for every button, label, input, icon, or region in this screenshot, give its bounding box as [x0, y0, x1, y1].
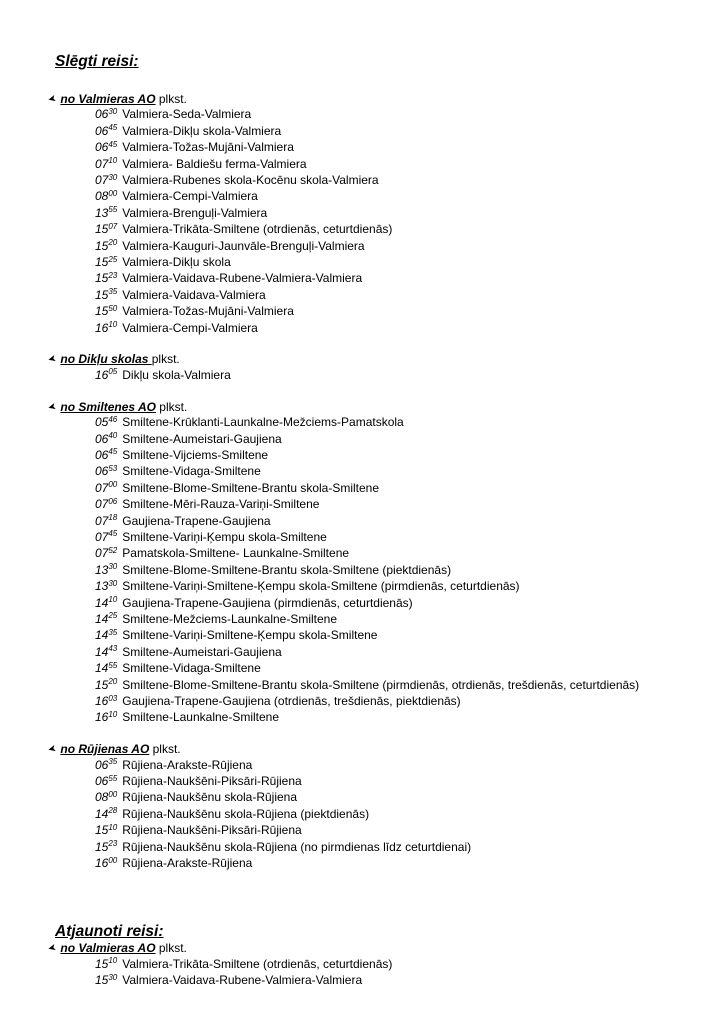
arrow-bullet-icon: ➤: [46, 743, 58, 757]
trip-minutes: 10: [108, 320, 118, 330]
plkst-label: plkst.: [151, 352, 180, 367]
trip-time: $07^{00}$: [95, 480, 118, 495]
trip-row: [95, 694, 704, 710]
trip-route: Smiltene-Variņi-Smiltene-Ķempu skola-Smiltene (pirmdienās, ceturtdienās): [122, 579, 520, 594]
trip-row: [95, 661, 704, 677]
trip-route: Smiltene-Aumeistari-Gaujiena: [122, 431, 282, 446]
trip-minutes: 45: [108, 123, 118, 133]
trip-route: Smiltene-Vidaga-Smiltene: [122, 464, 261, 479]
trip-row: [95, 432, 704, 448]
trip-route: Valmiera-Dikļu skola: [122, 255, 231, 270]
trip-minutes: 10: [108, 595, 118, 605]
trip-minutes: 00: [108, 789, 118, 799]
trip-time: $07^{18}$: [95, 513, 118, 528]
trip-route: Smiltene-Blome-Smiltene-Brantu skola-Smiltene (pirmdienās, otrdienās, trešdienās, ceturtdienās): [122, 677, 640, 692]
trip-minutes: 10: [108, 709, 118, 719]
trip-route: Valmiera-Vaidava-Valmiera: [122, 287, 266, 302]
trip-time: $15^{20}$: [95, 677, 118, 692]
route-group-origin: no Smiltenes AO: [60, 399, 156, 414]
trip-minutes: 30: [108, 562, 118, 572]
trip-route: Smiltene-Variņi-Ķempu skola-Smiltene: [122, 529, 327, 544]
plkst-label: plkst.: [149, 742, 181, 757]
trip-row: [95, 628, 704, 644]
trip-list: [95, 758, 704, 873]
trip-row: [95, 157, 704, 173]
trip-minutes: 52: [108, 545, 118, 555]
route-group-header: [48, 941, 704, 956]
restored-trips-title: Atjaunoti reisi:: [55, 923, 164, 941]
trip-minutes: 45: [108, 139, 118, 149]
route-group: [48, 742, 704, 872]
trip-row: [95, 321, 704, 337]
trip-time: $14^{35}$: [95, 627, 118, 643]
trip-row: [95, 415, 704, 431]
trip-route: Smiltene-Vijciems-Smiltene: [122, 447, 269, 462]
trip-row: [95, 368, 704, 384]
trip-route: Rūjiena-Arakste-Rūjiena: [122, 757, 253, 772]
trip-time: $16^{00}$: [95, 855, 118, 871]
trip-row: [95, 304, 704, 320]
trip-time: $16^{03}$: [95, 693, 118, 708]
trip-route: Smiltene-Vidaga-Smiltene: [122, 661, 261, 676]
trip-route: Valmiera-Tožas-Mujāni-Valmiera: [122, 304, 294, 319]
trip-time: $06^{35}$: [95, 757, 118, 772]
section-closed-trips: [48, 52, 704, 872]
trip-time: $14^{55}$: [95, 660, 118, 676]
trip-row: [95, 497, 704, 513]
trip-time: $13^{30}$: [95, 578, 118, 594]
trip-row: [95, 481, 704, 497]
trip-route: Valmiera-Seda-Valmiera: [122, 107, 252, 122]
trip-time: $08^{00}$: [95, 789, 118, 805]
trip-time: $15^{10}$: [95, 822, 118, 838]
trip-row: [95, 288, 704, 304]
plkst-label: plkst.: [155, 941, 187, 956]
trip-time: $14^{10}$: [95, 595, 118, 610]
trip-minutes: 00: [108, 188, 118, 198]
trip-route: Rūjiena-Naukšēni-Piksāri-Rūjiena: [122, 774, 302, 789]
trip-time: $07^{45}$: [95, 529, 118, 544]
trip-minutes: 05: [108, 367, 118, 377]
route-group-header: [48, 352, 704, 367]
trip-minutes: 45: [108, 529, 118, 539]
arrow-bullet-icon: ➤: [46, 942, 58, 956]
arrow-bullet-icon: ➤: [46, 400, 58, 414]
trip-row: [95, 140, 704, 156]
trip-minutes: 28: [108, 806, 118, 816]
trip-list: [95, 107, 704, 337]
trip-minutes: 55: [108, 773, 118, 783]
trip-time: $13^{30}$: [95, 562, 118, 577]
trip-minutes: 25: [108, 611, 118, 621]
plkst-label: plkst.: [155, 92, 187, 106]
trip-route: Valmiera-Vaidava-Rubene-Valmiera-Valmiera: [122, 973, 363, 988]
trip-route: Valmiera-Cempi-Valmiera: [122, 320, 258, 335]
trip-minutes: 30: [108, 578, 118, 588]
trip-time: $07^{52}$: [95, 545, 118, 561]
trip-route: Valmiera-Trikāta-Smiltene (otrdienās, ceturtdienās): [122, 956, 393, 971]
trip-time: $06^{53}$: [95, 463, 118, 479]
trip-time: $15^{23}$: [95, 839, 118, 854]
trip-minutes: 40: [108, 431, 118, 440]
trip-time: $05^{46}$: [95, 414, 118, 430]
trip-list: [95, 368, 704, 384]
trip-route: Valmiera-Brenguļi-Valmiera: [122, 205, 268, 220]
trip-row: [95, 239, 704, 255]
route-group-origin: no Rūjienas AO: [60, 742, 150, 757]
trip-list: [95, 415, 704, 727]
trip-time: $15^{35}$: [95, 287, 118, 302]
trip-route: Valmiera-Vaidava-Rubene-Valmiera-Valmiera: [122, 271, 363, 286]
closed-trips-groups: [48, 92, 704, 872]
trip-row: [95, 973, 704, 989]
trip-route: Rūjiena-Arakste-Rūjiena: [122, 856, 253, 871]
route-group-header: [48, 92, 704, 107]
trip-route: Valmiera-Rubenes skola-Kocēnu skola-Valmiera: [122, 173, 379, 188]
trip-row: [95, 856, 704, 872]
trip-route: Smiltene-Mēri-Rauza-Variņi-Smiltene: [122, 497, 320, 512]
trip-route: Valmiera-Trikāta-Smiltene (otrdienās, ceturtdienās): [122, 222, 393, 237]
trip-minutes: 55: [108, 660, 118, 670]
trip-row: [95, 807, 704, 823]
trip-time: $06^{45}$: [95, 123, 118, 138]
trip-minutes: 30: [108, 106, 118, 116]
trip-row: [95, 957, 704, 973]
trip-time: $06^{55}$: [95, 773, 118, 789]
trip-route: Valmiera-Dikļu skola-Valmiera: [122, 123, 282, 138]
trip-row: [95, 790, 704, 806]
trip-row: [95, 563, 704, 579]
trip-route: Gaujiena-Trapene-Gaujiena (pirmdienās, ceturtdienās): [122, 595, 413, 610]
trip-time: $15^{23}$: [95, 270, 118, 286]
trip-minutes: 10: [108, 156, 118, 166]
trip-time: $13^{55}$: [95, 205, 118, 220]
trip-time: $15^{07}$: [95, 221, 118, 237]
trip-minutes: 10: [108, 956, 118, 966]
restored-trips-groups: [48, 941, 704, 989]
trip-time: $16^{05}$: [95, 367, 118, 382]
trip-route: Pamatskola-Smiltene- Launkalne-Smiltene: [122, 546, 350, 561]
trip-row: [95, 189, 704, 205]
route-group: [48, 92, 704, 337]
trip-route: Smiltene-Aumeistari-Gaujiena: [122, 644, 282, 659]
trip-time: $06^{45}$: [95, 447, 118, 462]
trip-row: [95, 823, 704, 839]
arrow-bullet-icon: ➤: [46, 93, 58, 106]
route-group: [48, 352, 704, 384]
trip-row: [95, 222, 704, 238]
trip-row: [95, 173, 704, 189]
trip-minutes: 07: [108, 221, 118, 231]
trip-minutes: 30: [108, 172, 118, 182]
trip-route: Valmiera-Tožas-Mujāni-Valmiera: [122, 140, 294, 155]
trip-row: [95, 464, 704, 480]
trip-route: Valmiera-Cempi-Valmiera: [122, 189, 258, 204]
route-group-header: [48, 400, 704, 415]
trip-row: [95, 579, 704, 595]
trip-row: [95, 514, 704, 530]
trip-time: $14^{25}$: [95, 611, 118, 626]
trip-row: [95, 448, 704, 464]
trip-route: Smiltene-Mežciems-Launkalne-Smiltene: [122, 611, 338, 626]
trip-route: Smiltene-Launkalne-Smiltene: [122, 710, 280, 725]
section-restored-trips: [48, 922, 704, 989]
trip-minutes: 30: [108, 972, 118, 982]
trip-row: [95, 758, 704, 774]
trip-time: $07^{06}$: [95, 496, 118, 512]
trip-row: [95, 255, 704, 271]
trip-time: $06^{30}$: [95, 106, 118, 122]
arrow-bullet-icon: ➤: [46, 353, 58, 367]
trip-route: Gaujiena-Trapene-Gaujiena (otrdienās, trešdienās, piektdienās): [122, 694, 461, 708]
trip-route: Rūjiena-Naukšēni-Piksāri-Rūjiena: [122, 823, 302, 838]
trip-time: $15^{20}$: [95, 238, 118, 253]
trip-minutes: 25: [108, 254, 118, 264]
trip-route: Smiltene-Blome-Smiltene-Brantu skola-Smiltene (piektdienās): [122, 562, 452, 577]
trip-list: [95, 957, 704, 990]
trip-minutes: 20: [108, 238, 118, 248]
trip-route: Smiltene-Variņi-Smiltene-Ķempu skola-Smiltene: [122, 628, 378, 643]
plkst-label: plkst.: [155, 399, 188, 414]
route-group: [48, 400, 704, 727]
trip-time: $16^{10}$: [95, 709, 118, 725]
trip-time: $15^{30}$: [95, 972, 118, 988]
trip-minutes: 23: [108, 839, 118, 849]
trip-route: Rūjiena-Naukšēnu skola-Rūjiena: [122, 790, 298, 805]
route-group-origin: no Dikļu skolas: [60, 352, 152, 367]
trip-time: $15^{50}$: [95, 303, 118, 319]
trip-row: [95, 124, 704, 140]
trip-row: [95, 678, 704, 694]
trip-route: Valmiera- Baldiešu ferma-Valmiera: [122, 156, 307, 171]
trip-row: [95, 840, 704, 856]
trip-minutes: 03: [108, 693, 118, 703]
trip-minutes: 53: [108, 463, 118, 473]
trip-time: $06^{45}$: [95, 139, 118, 155]
trip-time: $06^{40}$: [95, 431, 118, 446]
trip-minutes: 45: [108, 447, 118, 457]
trip-minutes: 00: [108, 480, 118, 490]
trip-row: [95, 774, 704, 790]
route-group-origin: no Valmieras AO: [60, 92, 156, 106]
route-group: [48, 941, 704, 989]
trip-row: [95, 612, 704, 628]
trip-row: [95, 530, 704, 546]
trip-minutes: 46: [108, 414, 118, 424]
route-group-origin: no Valmieras AO: [60, 941, 156, 956]
trip-minutes: 50: [108, 303, 118, 313]
trip-minutes: 35: [108, 757, 118, 767]
trip-minutes: 35: [108, 627, 118, 637]
trip-row: [95, 645, 704, 661]
trip-time: $14^{43}$: [95, 644, 118, 659]
trip-route: Gaujiena-Trapene-Gaujiena: [122, 513, 271, 528]
trip-minutes: 10: [108, 822, 118, 832]
trip-minutes: 55: [108, 205, 118, 215]
trip-route: Smiltene-Krūklanti-Launkalne-Mežciems-Pamatskola: [122, 415, 404, 430]
trip-row: [95, 710, 704, 726]
trip-time: $08^{00}$: [95, 188, 118, 204]
trip-minutes: 00: [108, 855, 118, 865]
trip-row: [95, 596, 704, 612]
trip-row: [95, 546, 704, 562]
closed-trips-title: Slēgti reisi:: [55, 53, 139, 70]
trip-time: $14^{28}$: [95, 806, 118, 821]
trip-minutes: 06: [108, 496, 118, 506]
trip-time: $15^{10}$: [95, 956, 118, 971]
trip-route: Rūjiena-Naukšēnu skola-Rūjiena (piektdienās): [122, 806, 370, 821]
trip-minutes: 20: [108, 677, 118, 687]
trip-minutes: 18: [108, 513, 118, 523]
trip-minutes: 35: [108, 287, 118, 297]
route-group-header: [48, 742, 704, 757]
trip-time: $16^{10}$: [95, 320, 118, 335]
trip-time: $07^{10}$: [95, 156, 118, 171]
trip-route: Valmiera-Kauguri-Jaunvāle-Brenguļi-Valmiera: [122, 238, 365, 253]
trip-route: Smiltene-Blome-Smiltene-Brantu skola-Smiltene: [122, 480, 380, 495]
trip-route: Dikļu skola-Valmiera: [122, 367, 231, 382]
trip-route: Rūjiena-Naukšēnu skola-Rūjiena (no pirmdienas līdz ceturtdienai): [122, 839, 472, 854]
trip-minutes: 23: [108, 270, 118, 280]
trip-row: [95, 271, 704, 287]
trip-row: [95, 107, 704, 123]
trip-row: [95, 206, 704, 222]
trip-time: $15^{25}$: [95, 254, 118, 270]
trip-minutes: 43: [108, 644, 118, 654]
trip-time: $07^{30}$: [95, 172, 118, 188]
